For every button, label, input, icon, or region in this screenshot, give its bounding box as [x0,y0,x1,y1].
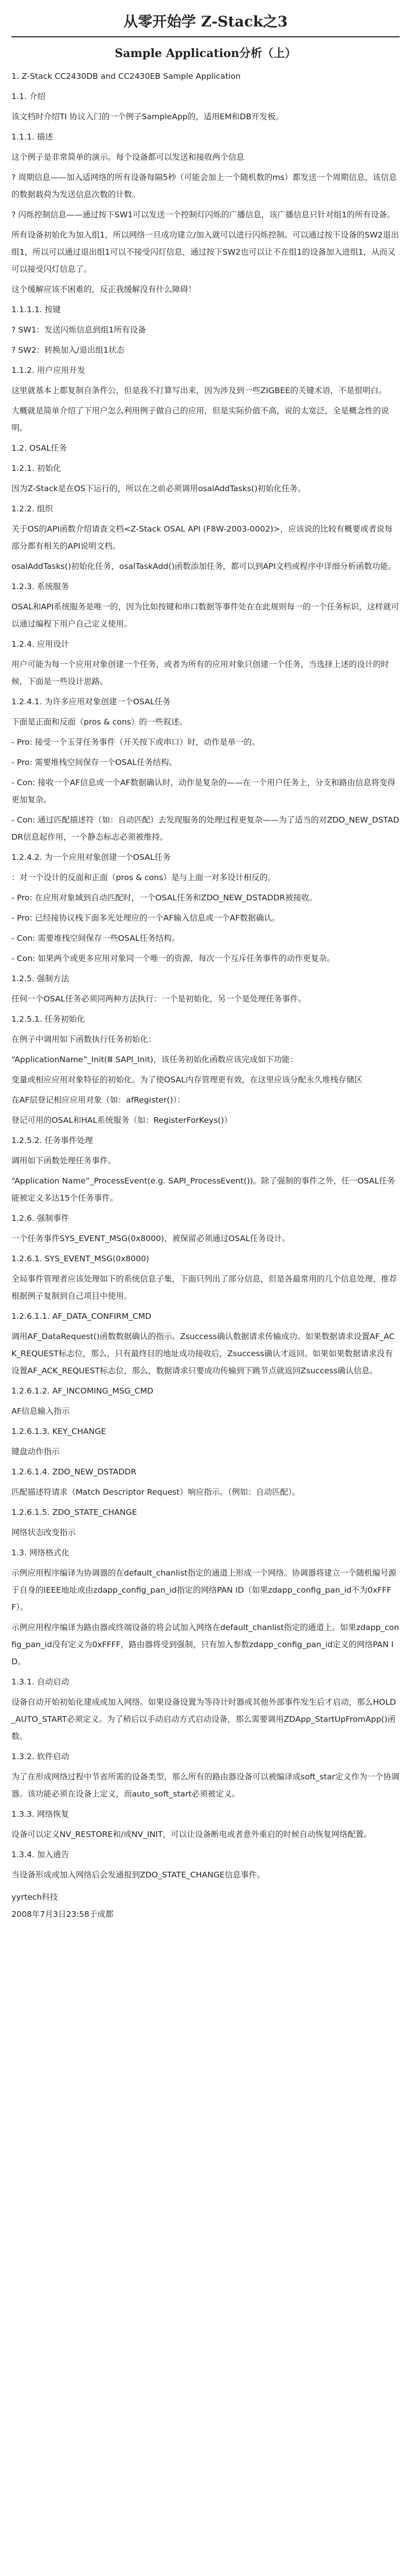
paragraph: 1.2.6.1.5. ZDO_STATE_CHANGE [11,1508,137,1517]
paragraph: 这个例子是非常简单的演示。每个设备都可以发送和接收两个信息 [11,152,245,162]
paragraph: 键盘动作指示 [11,1447,60,1456]
paragraph: 这个缓解应该不困难的，反正我缓解没有什么障碍！ [11,285,196,294]
paragraph: 1.2.3. 系统服务 [11,582,69,591]
paragraph: 为了在形成网络过程中节省所需的设备类型，那么所有的路由器设备可以被编译成soft_star定义作为一个协调器。该功能必须在设备上定义，而auto_soft_start必须被定义。 [11,1772,400,1799]
paragraph: ? 闪烁控制信息——通过按下SW1可以发送一个控制灯闪烁的广播信息，该广播信息只针对组1的所有设备。 [11,210,395,219]
paragraph: ? 周期信息——加入适网络的所有设备每隔5秒（可能会加上一个随机数的ms）都发送一个周期信息，该信息的数据载荷为发送信息次数的计数。 [11,173,397,199]
paragraph: - Pro: 接受一个玉芽任务事件（开关按下或串口）时，动作是单一的。 [11,737,260,747]
paragraph: 1. Z-Stack CC2430DB and CC2430EB Sample Application [11,72,241,81]
paragraph: 1.2.6.1. SYS_EVENT_MSG(0x8000) [11,1254,149,1263]
paragraph: 设备自动开始初始化建成或加入网络。如果设备设置为等待计时器或其他外部事件发生后才启动，那么HOLD_AUTO_START必须定义。为了稍后以手动启动方式启动设备，那么需要调用ZDApp_StartUpFromApp()函数。 [11,1697,396,1741]
paragraph: 1.3. 网络格式化 [11,1548,70,1557]
paragraph: 该文档时介绍TI 协议入门的一个例子SampleApp的，适用EM和DB开发板。 [11,112,284,121]
paragraph: - Pro: 需要堆栈空间保存一个OSAL任务结构。 [11,758,177,767]
paragraph: 1.3.3. 网络恢复 [11,1809,69,1819]
footer-timestamp: 2008年7月3日23:58于成都 [11,1910,114,1919]
paragraph: 大概就是简单介绍了下用户怎么利用例子做自己的应用，但是实际价值不高，说的太宽泛，全是概念性的说明。 [11,406,389,433]
paragraph: 所有设备初始化为加入组1，所以网络一旦成功建立/加入就可以进行闪烁控制。可以通过按下设备的SW2退出组1，所以可以通过退出组1可以不接受闪灯信息，通过按下SW2也可以让不在组1的设备加入进组1，从而又可以接受闪灯信息了。 [11,230,399,274]
paragraph: 1.2.2. 组织 [11,504,53,513]
paragraph: 当设备形成或加入网络后会发通报到ZDO_STATE_CHANGE信息事件。 [11,1870,265,1879]
paragraph: osalAddTasks()初始化任务，osalTaskAdd()函数添加任务，都可以到API文档或程序中详细分析函数功能。 [11,562,396,571]
paragraph: 1.2.1. 初始化 [11,464,61,473]
page-title: 从零开始学 Z-Stack之3 [123,13,288,30]
paragraph: 1.2.6. 强制事件 [11,1214,69,1223]
paragraph: ? SW2：转换加入/退出组1状态 [11,345,125,355]
paragraph: 关于OS的API函数介绍请查文档<Z-Stack OSAL API (F8W-2003-0002)>，应该说的比较有概要或者说每部分都有相关的API说明文档。 [11,524,393,551]
paragraph: - Pro: 在应用对象域到自动匹配时，一个OSAL任务和ZDO_NEW_DSTADDR被接收。 [11,893,318,902]
paragraph: 因为Z-Stack是在OS下运行的，所以在之前必须调用osalAddTasks()初始化任务。 [11,484,306,493]
paragraph: 调用AF_DataRequest()函数数据确认的指示。Zsuccess确认数据请求传输成功。如果数据请求设置AF_ACK_REQUEST标志位，那么，只有最终目的地址成功接收后，Zsuccess确认才返回。如果如果数据请求没有设置AF_ACK_REQUEST标志位，那么，数据请求只要成功传输到下跳节点就返回Zsuccess确认信息。 [11,1332,395,1375]
paragraph: 在AF层登记相应应用对象（如：afRegister()）： [11,1095,186,1105]
document-footer [11,1889,400,1923]
page-subtitle: Sample Application分析（上） [115,47,296,60]
paragraph: 示例应用程序编译为协调器的在default_chanlist指定的通道上形成一个网络。协调器将建立一个随机编号源于自身的IEEE地址或由zdapp_config_pan_id指定的网络PAN ID（如果zdapp_config_pan_id不为0xFFFF）。 [11,1568,396,1612]
paragraph: 1.2.4.2. 为一个应用对象创建一个OSAL任务 [11,853,171,862]
paragraph: 网络状态改变指示 [11,1528,76,1537]
paragraph: 1.2.6.1.3. KEY_CHANGE [11,1427,106,1436]
paragraph: 1.2.5. 强制方法 [11,974,69,983]
paragraph: 1.2.5.2. 任务事件处理 [11,1136,93,1145]
paragraph: 一个任务事件SYS_EVENT_MSG(0x8000)，被保留必须通过OSAL任务设计。 [11,1234,290,1243]
title-divider [11,36,400,37]
document-body [11,68,400,1884]
paragraph: 匹配描述符请求（Match Descriptor Request）响应指示。（例如：自动匹配）。 [11,1487,301,1497]
paragraph: 1.2.6.1.4. ZDO_NEW_DSTADDR [11,1467,137,1477]
paragraph: “Application Name”_ProcessEvent(e.g. SAPI_ProcessEvent())。除了强制的事件之外，任一OSAL任务能被定义多达15个任务事件。 [11,1176,395,1203]
paragraph: 用户可能为每一个应用对象创建一个任务，或者为所有的应用对象只创建一个任务，当选择上述的设计的时候，下面是一些设计思路。 [11,660,389,686]
footer-author: yyrtech科技 [11,1892,58,1902]
paragraph: “ApplicationName”_Init(Ⅲ SAPI_Init)，该任务初始化函数应该完成如下功能： [11,1055,298,1064]
paragraph: 1.1. 介绍 [11,92,46,101]
paragraph: 下面是正面和反面（pros & cons）的一些叙述。 [11,717,188,727]
paragraph: 这里就基本上都复制自条件公，但是我不打算写出来，因为涉及到一些ZIGBEE的关键术语，不是很明白。 [11,386,387,395]
paragraph: 1.1.1. 描述 [11,132,53,142]
paragraph: OSAL和API系统服务是唯一的，因为比如按键和串口数据等事件处在在此规则每一的一个任务标识，这样就可以通过编程下用户自己定义使用。 [11,602,400,629]
paragraph: 设备可以定义NV_RESTORE和/或NV_INIT，可以让设备断电或者意外重启的时候自动恢复网络配置。 [11,1830,372,1839]
paragraph: 1.1.1.1. 按键 [11,305,61,314]
paragraph: 1.3.2. 软件启动 [11,1752,69,1761]
paragraph: - Con: 通过匹配描述符（如：自动匹配）去发现服务的处理过程更复杂——为了适当的对ZDO_NEW_DSTADDR信息起作用，一个静态标志必须被维持。 [11,815,400,842]
paragraph: 在例子中调用如下函数执行任务初始化： [11,1035,157,1044]
paragraph: 1.1.2. 用户应用开发 [11,366,86,375]
paragraph: 登记可用的OSAL和HAL系统服务（如：RegisterForKeys()） [11,1116,232,1125]
paragraph: 调用如下函数处理任务事件。 [11,1156,116,1165]
paragraph: 任何一个OSAL任务必须同两种方法执行：一个是初始化，另一个是处理任务事件。 [11,994,306,1004]
paragraph: - Con: 需要堆栈空间保存一些OSAL任务结构。 [11,934,180,943]
paragraph: - Con: 如果两个或更多应用对象同一个唯一的资源，每次一个互斥任务事件的动作更复杂。 [11,954,335,963]
paragraph: 1.2.6.1.1. AF_DATA_CONFIRM_CMD [11,1312,151,1321]
paragraph: 1.2. OSAL任务 [11,443,67,453]
paragraph: 1.2.5.1. 任务初始化 [11,1014,85,1024]
paragraph: - Con: 接收一个AF信息或一个AF数据确认时，动作是复杂的——在一个用户任务上，分支和路由信息将变得更加复杂。 [11,778,395,804]
paragraph: AF信息输入指示 [11,1407,70,1416]
paragraph: - Pro: 已经接协议栈下面多光处理应的一个AF输入信息或一个AF数据确认。 [11,913,280,923]
paragraph: 1.3.4. 加入通告 [11,1850,69,1859]
paragraph: 1.2.4. 应用设计 [11,639,69,649]
paragraph: 全局事件管理者应该处理如下的系统信息子集，下面只列出了部分信息，但是各最常用的几个信息处理，推荐根据例子复制到自己项目中使用。 [11,1274,398,1301]
paragraph: ：对一个设计的反面和正面（pros & cons）是与上面一对多设计相反的。 [11,873,276,882]
paragraph: 示例应用程序编译为路由器或终端设备的将会试加入网络在default_chanlist指定的通道上。如果zdapp_config_pan_id没有定义为0xFFFF，路由器将受到强制，只有加入参数zdapp_config_pan_id定义的网络PAN ID。 [11,1623,399,1666]
paragraph: 1.3.1. 自动启动 [11,1677,69,1687]
paragraph: 1.2.6.1.2. AF_INCOMING_MSG_CMD [11,1386,153,1396]
paragraph: 变量或相应应用对象特征的初始化。为了使OSAL内存管理更有效，在这里应该分配永久堆栈存储区 [11,1075,363,1084]
paragraph: 1.2.4.1. 为许多应用对象创建一个OSAL任务 [11,697,171,706]
paragraph: ? SW1：发送闪烁信息到组1所有设备 [11,325,146,335]
